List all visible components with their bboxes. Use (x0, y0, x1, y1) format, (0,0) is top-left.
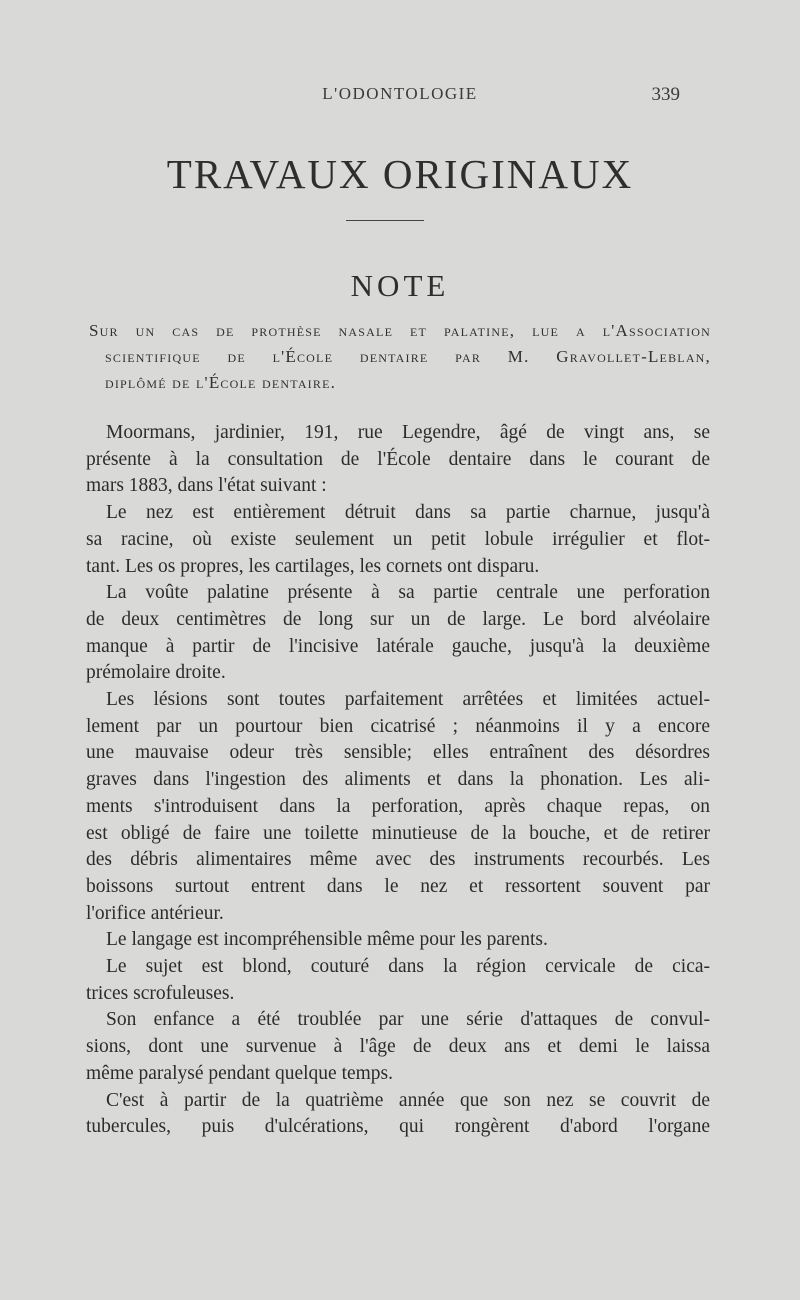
text-line: présente à la consultation de l'École dentaire dans le courant de (86, 448, 710, 470)
text-line: l'orifice antérieur. (86, 902, 224, 924)
text-line: même paralysé pendant quelque temps. (86, 1062, 394, 1084)
subtitle-line: Sur un cas de prothèse nasale et palatine, lue a l'Association (89, 321, 711, 340)
text-line: sions, dont une survenue à l'âge de deux ans et demi le laissa (86, 1036, 710, 1058)
text-line: mars 1883, dans l'état suivant : (86, 475, 327, 497)
page-number: 339 (651, 84, 680, 105)
note-title: NOTE (350, 268, 450, 303)
section-title: TRAVAUX ORIGINAUX (166, 151, 634, 197)
text-line: de deux centimètres de long sur un de large. Le bord alvéolaire (86, 608, 710, 630)
paragraph (86, 500, 710, 580)
paragraph (86, 927, 710, 954)
paragraph (86, 687, 710, 927)
text-line: des débris alimentaires même avec des instruments recourbés. Les (86, 849, 710, 871)
paragraph (86, 580, 710, 687)
page-header (0, 84, 800, 108)
text-line: prémolaire droite. (86, 662, 226, 684)
text-line: La voûte palatine présente à sa partie centrale une perforation (106, 582, 710, 604)
text-line: boissons surtout entrent dans le nez et ressortent souvent par (86, 875, 710, 897)
text-line: tant. Les os propres, les cartilages, les cornets ont disparu. (86, 555, 540, 577)
text-line: Le sujet est blond, couturé dans la région cervicale de cica- (106, 956, 710, 978)
text-line: Le langage est incompréhensible même pour les parents. (106, 929, 548, 951)
subtitle-line: diplômé de l'École dentaire. (105, 373, 337, 392)
text-line: tubercules, puis d'ulcérations, qui rongèrent d'abord l'organe (86, 1116, 710, 1138)
paragraph (86, 954, 710, 1007)
text-line: Son enfance a été troublée par une série d'attaques de convul- (106, 1009, 710, 1031)
text-line: Le nez est entièrement détruit dans sa partie charnue, jusqu'à (106, 502, 710, 524)
paragraph (86, 1007, 710, 1087)
note-subtitle (89, 318, 711, 396)
text-line: une mauvaise odeur très sensible; elles entraînent des désordres (86, 742, 710, 764)
text-line: Moormans, jardinier, 191, rue Legendre, âgé de vingt ans, se (106, 422, 710, 443)
paragraph (86, 1088, 710, 1141)
text-line: C'est à partir de la quatrième année que son nez se couvrit de (106, 1089, 710, 1111)
running-title: L'ODONTOLOGIE (322, 84, 478, 103)
text-line: trices scrofuleuses. (86, 982, 235, 1004)
text-line: lement par un pourtour bien cicatrisé ; néanmoins il y a encore (86, 715, 710, 737)
text-line: graves dans l'ingestion des aliments et dans la phonation. Les ali- (86, 769, 710, 791)
article-body (86, 420, 710, 1141)
text-line: Les lésions sont toutes parfaitement arrêtées et limitées actuel- (106, 689, 710, 711)
text-line: est obligé de faire une toilette minutieuse de la bouche, et de retirer (86, 822, 710, 844)
title-divider (346, 220, 424, 221)
paragraph (86, 420, 710, 500)
text-line: manque à partir de l'incisive latérale gauche, jusqu'à la deuxième (86, 635, 710, 657)
text-line: sa racine, où existe seulement un petit lobule irrégulier et flot- (86, 528, 710, 550)
subtitle-line: scientifique de l'École dentaire par M. Gravollet-Leblan, (105, 347, 711, 366)
text-line: ments s'introduisent dans la perforation, après chaque repas, on (86, 795, 710, 817)
